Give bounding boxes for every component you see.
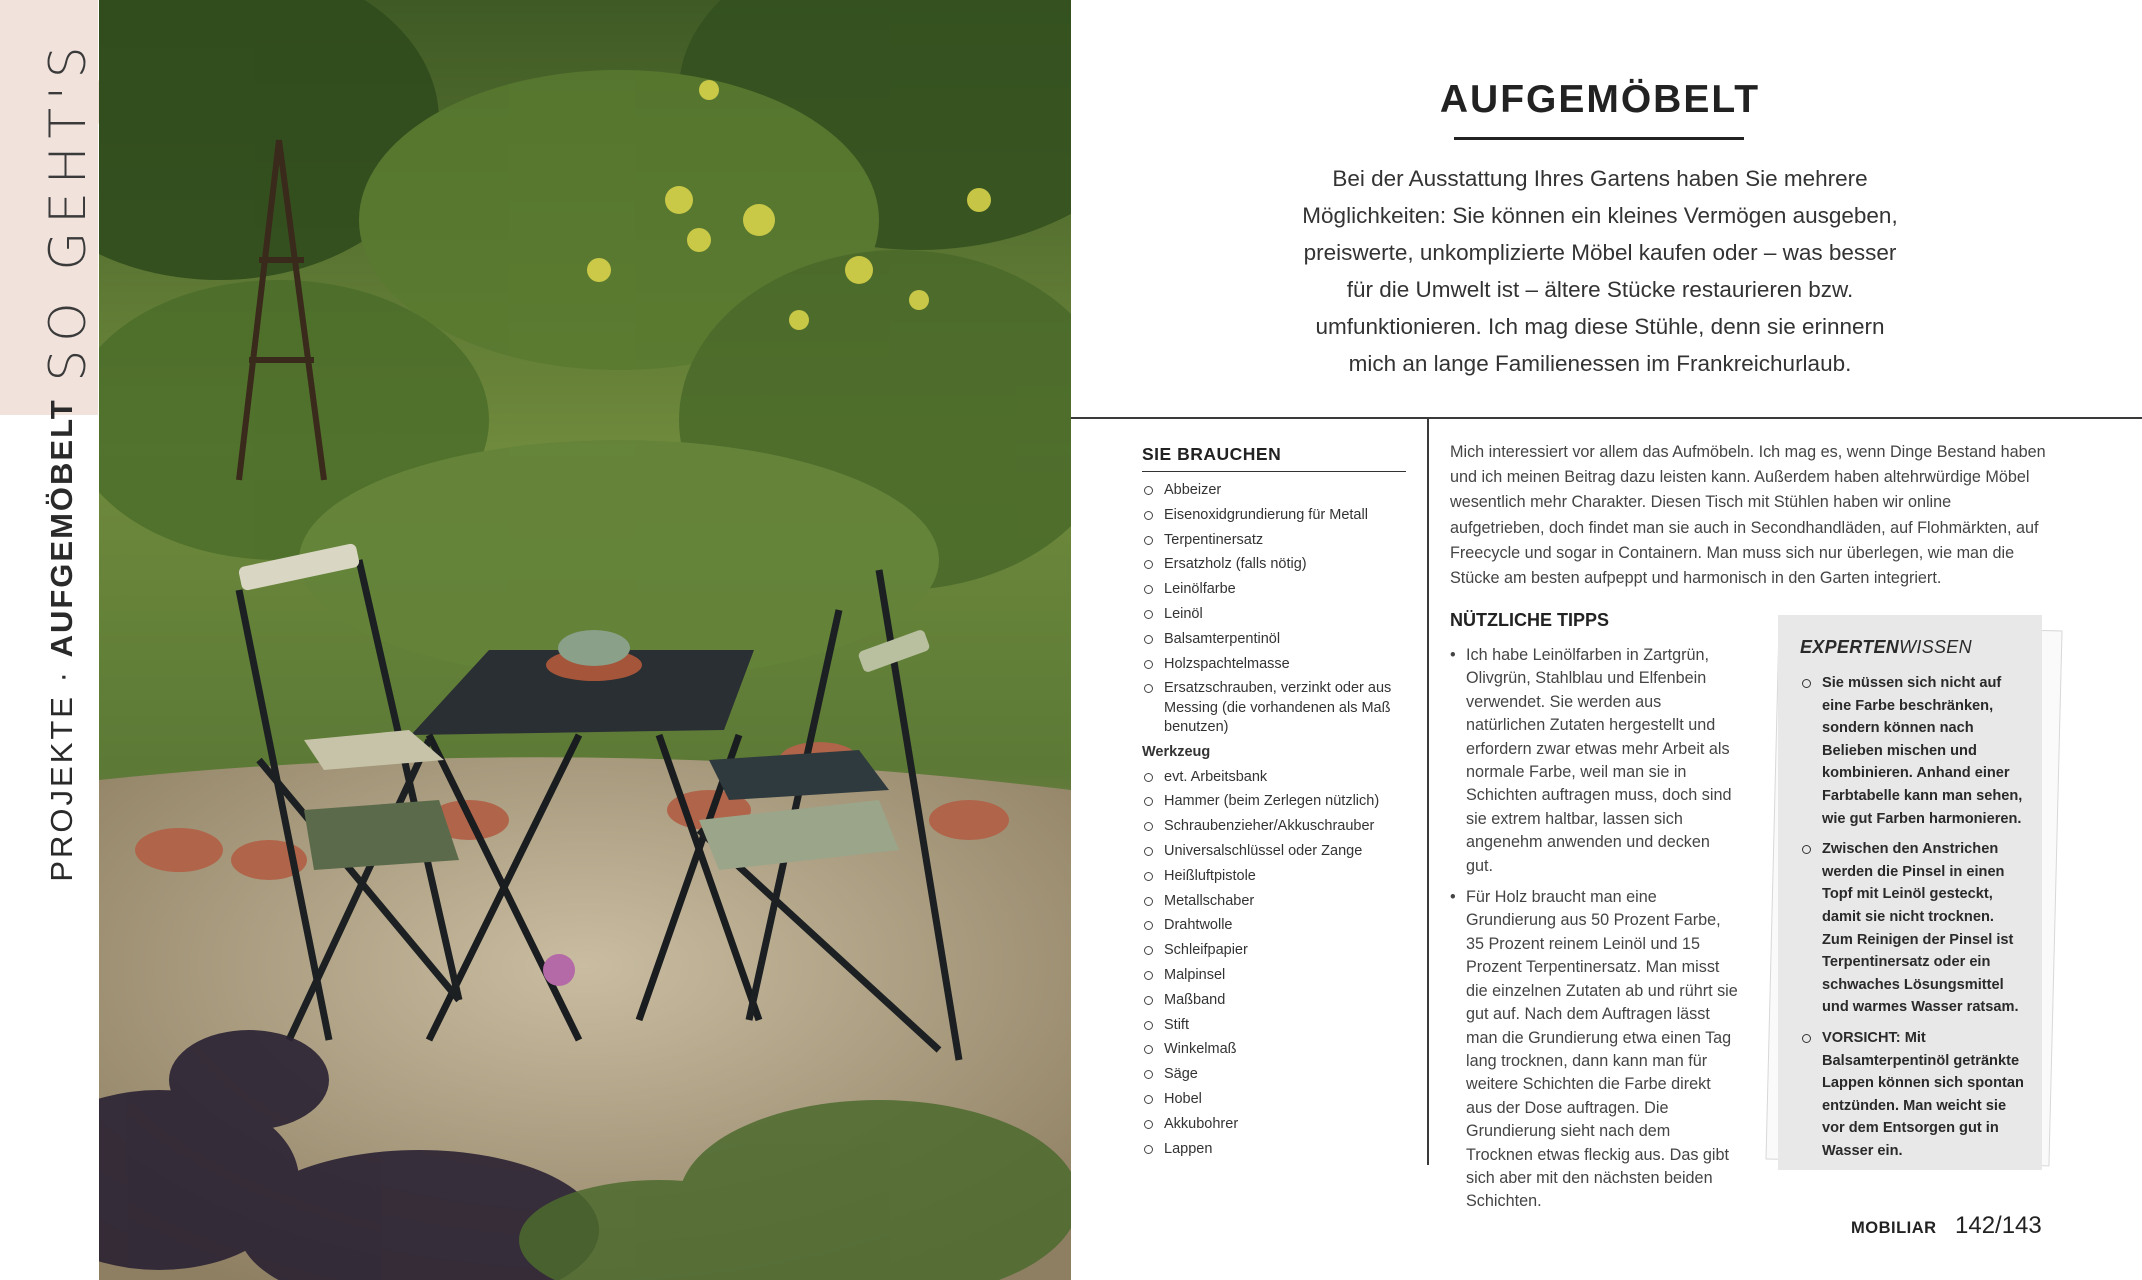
page-numbers: 142/143 bbox=[1955, 1212, 2042, 1239]
expert-heading-rest: WISSEN bbox=[1899, 637, 1972, 657]
material-item: Balsamterpentinöl bbox=[1142, 627, 1422, 652]
body-paragraph: Mich interessiert vor allem das Aufmöbeln. Ich mag es, wenn Dinge Bestand haben und ich meinen Beitrag dazu leisten kann. Außerdem haben altehrwürdige Möbel wesentlich mehr Charakter. Diesen Tisch mit Stühlen haben wir online aufgetrieben, doch findet man sie auch in Secondhandläden, auf Flohmärkten, auf Freecycle und sogar in Containern. Man muss sich nur überlegen, wie man die Stücke am besten aufpeppt und harmonisch in den Garten integriert. bbox=[1450, 443, 2046, 588]
project-breadcrumb bbox=[44, 398, 80, 881]
tools-heading: Werkzeug bbox=[1142, 743, 1211, 760]
page-title: AUFGEMÖBELT bbox=[1439, 78, 1761, 121]
materials-list bbox=[1142, 478, 1422, 1161]
material-item: Eisenoxidgrundierung für Metall bbox=[1142, 503, 1422, 528]
category-label: PROJEKTE bbox=[44, 694, 79, 882]
breadcrumb-separator: · bbox=[44, 669, 79, 683]
footer-section: MOBILIAR bbox=[1851, 1219, 1937, 1237]
intro-paragraph: Bei der Ausstattung Ihres Gartens haben Sie mehrere Möglichkeiten: Sie können ein kleines Vermögen ausgeben, preiswerte, unkomplizierte Möbel kaufen oder – was besser für die Umwelt ist – ältere Stücke restaurieren bzw. umfunktionieren. Ich mag diese Stühle, denn sie erinnern mich an lange Familienessen im Frankreichurlaub. bbox=[1302, 166, 1898, 376]
material-item: Holzspachtelmasse bbox=[1142, 652, 1422, 677]
materials-heading: SIE BRAUCHEN bbox=[1142, 444, 1282, 464]
tool-item: Säge bbox=[1142, 1062, 1422, 1087]
tool-item: Hobel bbox=[1142, 1087, 1422, 1112]
tool-item: Drahtwolle bbox=[1142, 913, 1422, 938]
horizontal-divider bbox=[1071, 417, 2142, 419]
tips-heading: NÜTZLICHE TIPPS bbox=[1450, 610, 1610, 630]
tip-item: • Ich habe Leinölfarben in Zartgrün, Olivgrün, Stahlblau und Elfenbein verwendet. Sie werden aus natürlichen Zutaten hergestellt und erfordern zwar etwas mehr Arbeit als normale Farbe, weil man sie in Schichten auftragen muss, doch sind sie extrem haltbar, lassen sich angenehm anwenden und decken gut. bbox=[1450, 644, 1740, 878]
tool-item: Heißluftpistole bbox=[1142, 864, 1422, 889]
expert-heading-bold: EXPERTEN bbox=[1800, 637, 1900, 657]
tips-list bbox=[1450, 644, 1740, 1222]
material-item: Leinöl bbox=[1142, 602, 1422, 627]
expert-item: VORSICHT: Mit Balsamterpentinöl getränkte Lappen können sich spontan entzünden. Man weicht sie vor dem Entsorgen gut in Wasser ein. bbox=[1800, 1027, 2028, 1163]
material-item: Ersatzholz (falls nötig) bbox=[1142, 552, 1422, 577]
tip-item: • Für Holz braucht man eine Grundierung aus 50 Prozent Farbe, 35 Prozent reinem Leinöl und 15 Prozent Terpentinersatz. Man misst die einzelnen Zutaten ab und rührt sie gut auf. Nach dem Auftragen lässt man die Grundierung etwa einen Tag lang trocknen, dann kann man für weitere Schichten die Farbe direkt aus der Dose auftragen. Die Grundierung sieht nach dem Trocknen etwas fleckig aus. Das gibt sich aber mit den nächsten beiden Schichten. bbox=[1450, 886, 1740, 1214]
project-label: AUFGEMÖBELT bbox=[44, 398, 79, 658]
tool-item: Stift bbox=[1142, 1013, 1422, 1038]
expert-item: Sie müssen sich nicht auf eine Farbe beschränken, sondern können nach Belieben mischen und kombinieren. Anhand einer Farbtabelle kann man sehen, wie gut Farben harmonieren. bbox=[1800, 672, 2028, 830]
expert-heading bbox=[1800, 637, 1972, 658]
expert-list bbox=[1800, 672, 2028, 1170]
material-item: Ersatzschrauben, verzinkt oder aus Messing (die vorhandenen als Maß benutzen) bbox=[1142, 676, 1422, 740]
tool-item: Maßband bbox=[1142, 988, 1422, 1013]
tool-item: Universalschlüssel oder Zange bbox=[1142, 839, 1422, 864]
tool-item: Metallschaber bbox=[1142, 889, 1422, 914]
materials-heading-rule bbox=[1142, 471, 1406, 472]
title-underline bbox=[1454, 137, 1744, 140]
column-divider bbox=[1427, 419, 1429, 1165]
tool-item: Winkelmaß bbox=[1142, 1037, 1422, 1062]
material-item: Abbeizer bbox=[1142, 478, 1422, 503]
tool-item: Akkubohrer bbox=[1142, 1112, 1422, 1137]
expert-item: Zwischen den Anstrichen werden die Pinsel in einen Topf mit Leinöl gesteckt, damit sie nicht trocknen. Zum Reinigen der Pinsel ist Terpentinersatz oder ein schwaches Lösungsmittel und warmes Wasser ratsam. bbox=[1800, 838, 2028, 1019]
section-label: SO GEHT'S bbox=[39, 38, 97, 382]
garden-photo bbox=[99, 0, 1071, 1280]
tool-item: evt. Arbeitsbank bbox=[1142, 765, 1422, 790]
tool-item: Lappen bbox=[1142, 1137, 1422, 1162]
material-item: Terpentinersatz bbox=[1142, 528, 1422, 553]
tool-item: Malpinsel bbox=[1142, 963, 1422, 988]
tool-item: Schleifpapier bbox=[1142, 938, 1422, 963]
tool-item: Schraubenzieher/Akkuschrauber bbox=[1142, 814, 1422, 839]
material-item: Leinölfarbe bbox=[1142, 577, 1422, 602]
tool-item: Hammer (beim Zerlegen nützlich) bbox=[1142, 789, 1422, 814]
